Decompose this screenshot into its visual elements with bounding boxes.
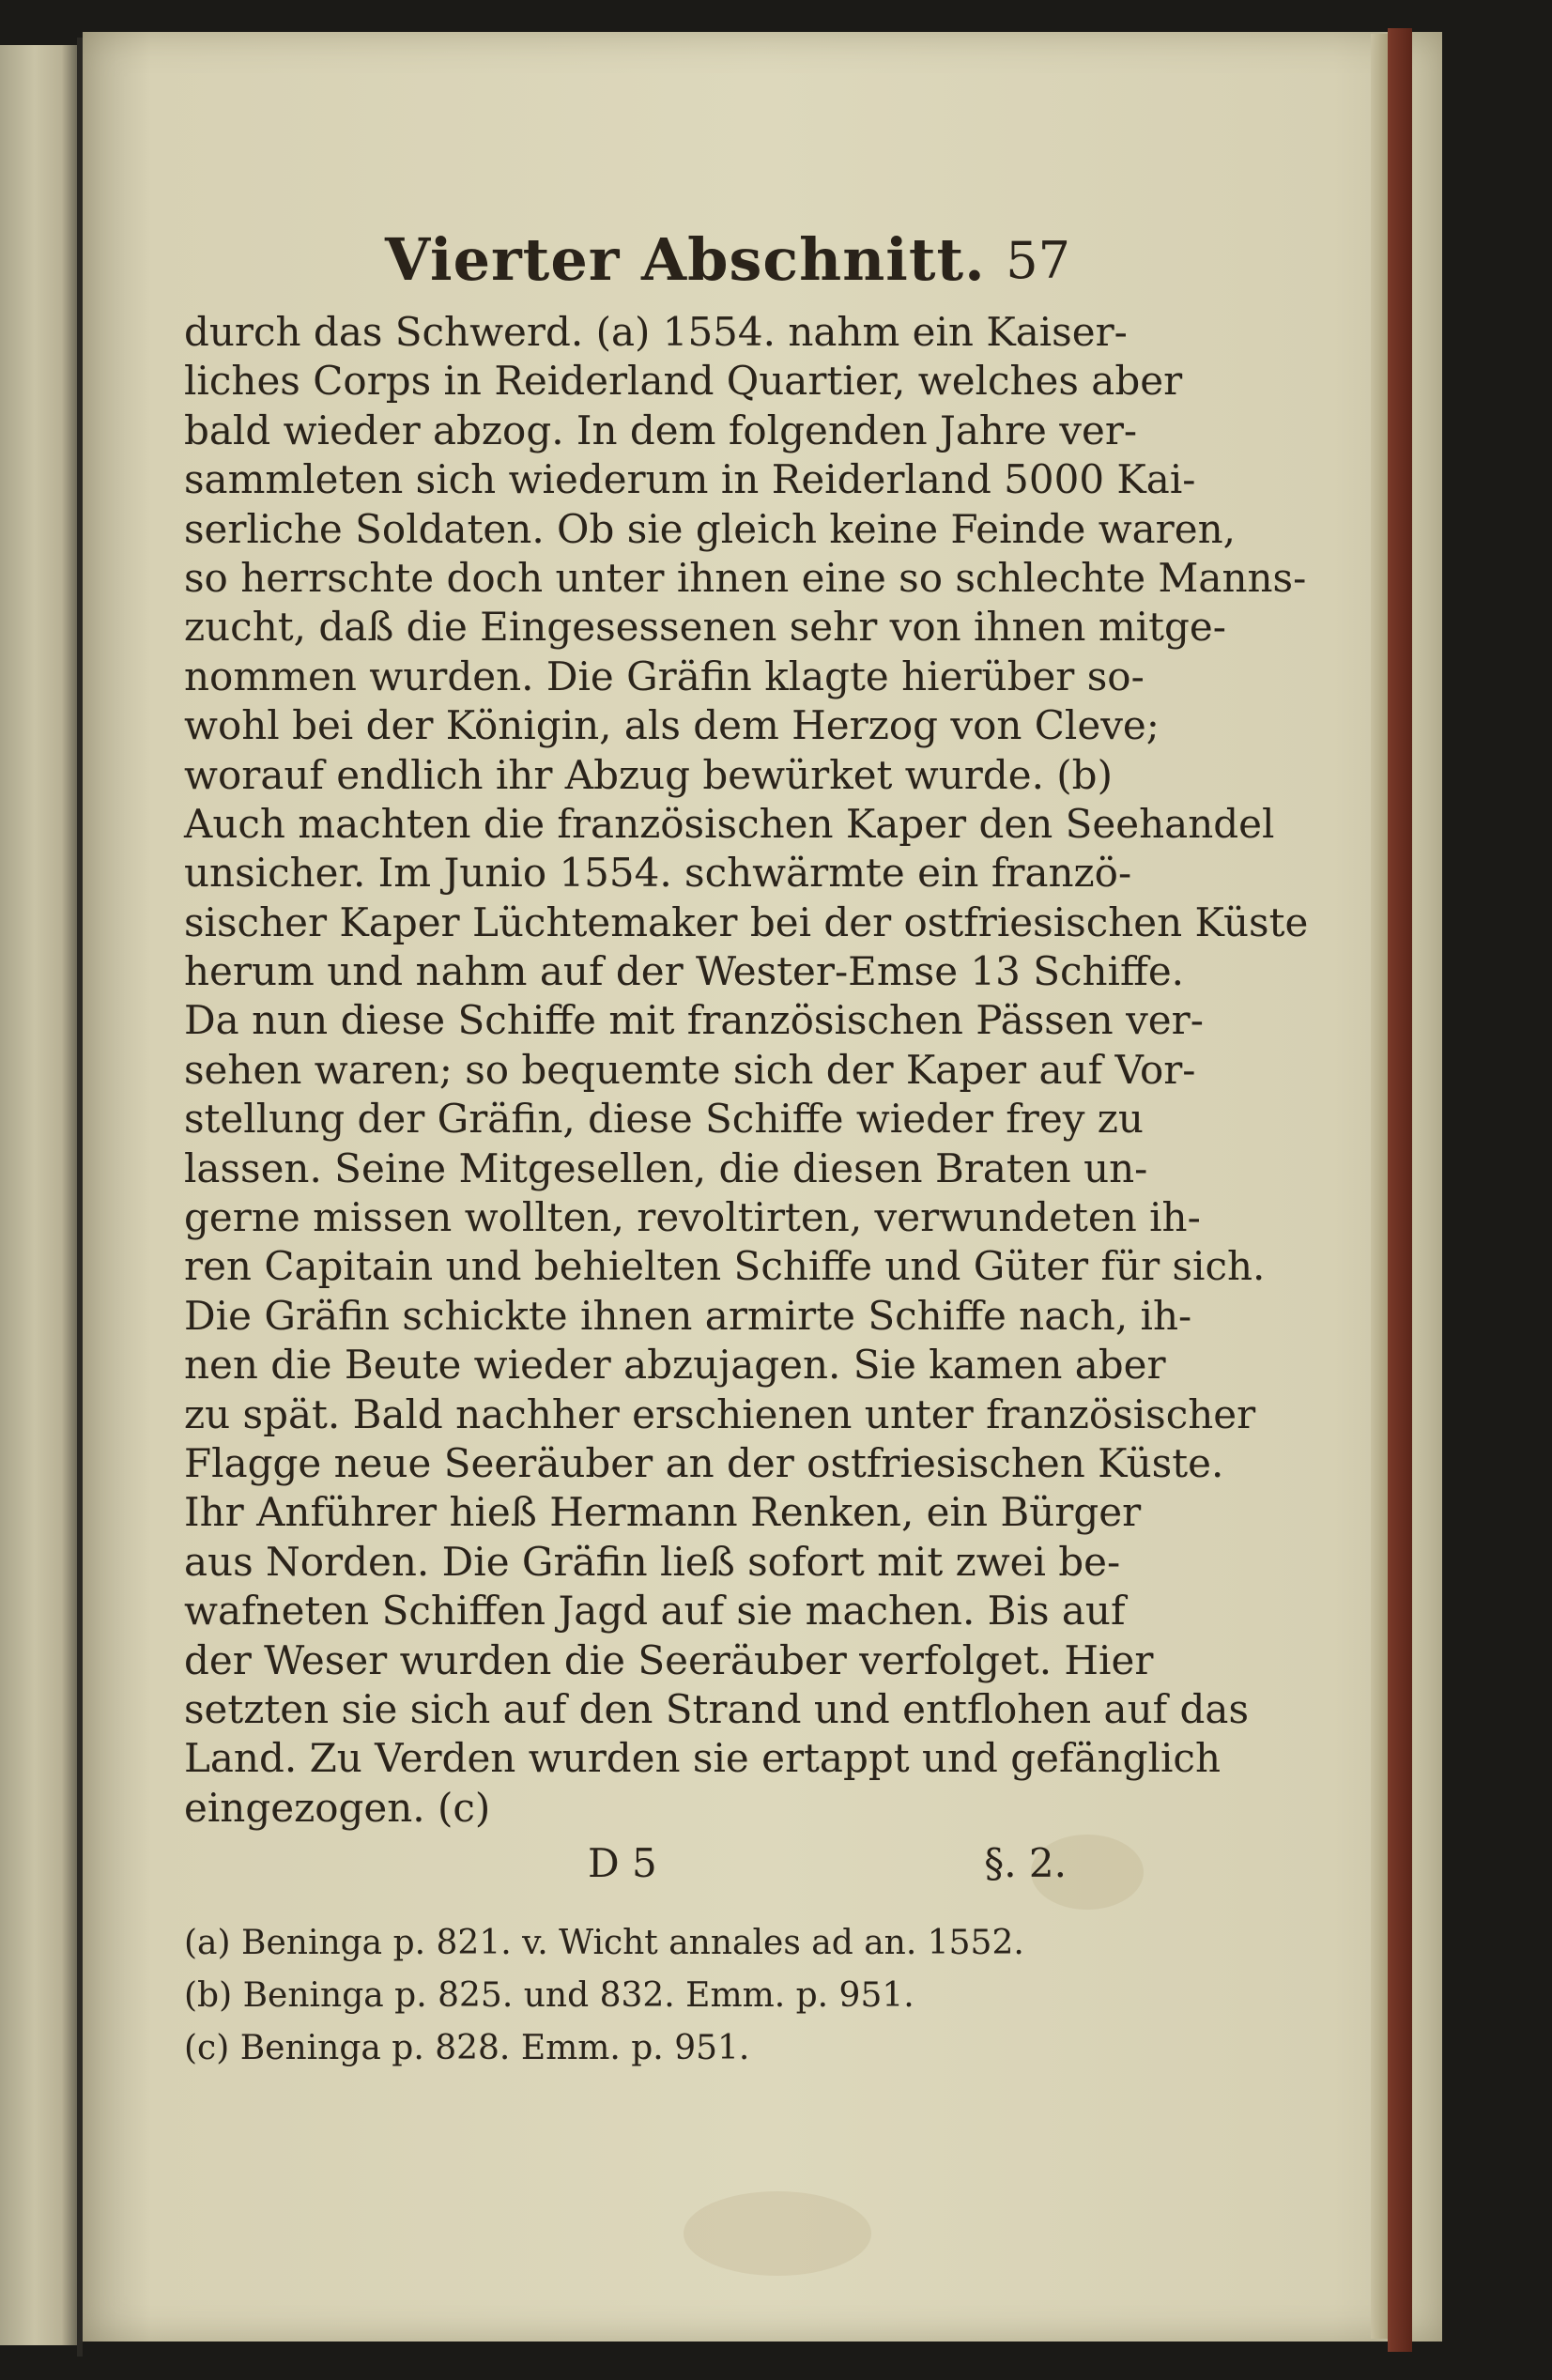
footnote: (a) Beninga p. 821. v. Wicht annales ad an. 1552.	[184, 1924, 1024, 1962]
footnotes	[184, 1917, 1067, 2075]
catchword: §. 2.	[984, 1840, 1067, 1886]
text-line: stellung der Gräfin, diese Schiffe wieder frey zu	[184, 1096, 1144, 1143]
book-cover-edge	[1388, 28, 1412, 2352]
left-page-margin	[0, 45, 77, 2345]
text-line: setzten sie sich auf den Strand und entflohen auf das	[184, 1685, 1250, 1732]
text-line: zu spät. Bald nachher erschienen unter französischer	[184, 1390, 1256, 1437]
text-line: aus Norden. Die Gräfin ließ sofort mit zwei be-	[184, 1538, 1121, 1585]
text-line: ren Capitain und behielten Schiffe und Güter für sich.	[184, 1243, 1266, 1290]
text-line: liches Corps in Reiderland Quartier, welches aber	[184, 358, 1183, 405]
text-line: herum und nahm auf der Wester-Emse 13 Schiffe.	[184, 948, 1185, 995]
page-number: 57	[1006, 231, 1070, 290]
text-line: Ihr Anführer hieß Hermann Renken, ein Bürger	[184, 1489, 1142, 1536]
text-line: durch das Schwerd. (a) 1554. nahm ein Kaiser-	[184, 309, 1128, 355]
text-line: eingezogen. (c)	[184, 1784, 491, 1831]
text-line: wohl bei der Königin, als dem Herzog von Cleve;	[184, 702, 1160, 749]
running-title: Vierter Abschnitt.	[385, 225, 986, 294]
text-line: lassen. Seine Mitgesellen, die diesen Braten un-	[184, 1144, 1148, 1191]
text-line: der Weser wurden die Seeräuber verfolget. Hier	[184, 1636, 1154, 1683]
signature-mark: D 5	[588, 1840, 657, 1886]
text-line: nommen wurden. Die Gräfin klagte hierüber so-	[184, 653, 1145, 699]
text-line: Da nun diese Schiffe mit französischen Pässen ver-	[184, 997, 1204, 1044]
text-line: unsicher. Im Junio 1554. schwärmte ein franzö-	[184, 850, 1132, 897]
text-line: Auch machten die französischen Kaper den Seehandel	[184, 800, 1275, 847]
signature-line	[184, 1840, 1067, 1896]
text-line: wafneten Schiffen Jagd auf sie machen. Bis auf	[184, 1588, 1126, 1635]
text-line: so herrschte doch unter ihnen eine so schlechte Manns-	[184, 554, 1307, 601]
text-line: sischer Kaper Lüchtemaker bei der ostfriesischen Küste	[184, 898, 1309, 945]
text-line: serliche Soldaten. Ob sie gleich keine Feinde waren,	[184, 505, 1237, 552]
page-edge	[1371, 34, 1388, 2339]
text-line: Die Gräfin schickte ihnen armirte Schiffe nach, ih-	[184, 1292, 1192, 1339]
body-text	[184, 308, 1309, 1833]
text-line: bald wieder abzog. In dem folgenden Jahre ver-	[184, 407, 1138, 453]
page-header	[385, 225, 1070, 300]
text-line: worauf endlich ihr Abzug bewürket wurde. (b)	[184, 751, 1113, 798]
text-line: sehen waren; so bequemte sich der Kaper auf Vor-	[184, 1046, 1196, 1093]
paper-stain	[684, 2191, 871, 2276]
text-line: sammleten sich wiederum in Reiderland 5000 Kai-	[184, 456, 1196, 503]
text-line: Flagge neue Seeräuber an der ostfriesischen Küste.	[184, 1439, 1224, 1486]
text-line: nen die Beute wieder abzujagen. Sie kamen aber	[184, 1342, 1166, 1389]
text-line: zucht, daß die Eingesessenen sehr von ihnen mitge-	[184, 604, 1226, 651]
footnote: (c) Beninga p. 828. Emm. p. 951.	[184, 2029, 750, 2067]
text-line: gerne missen wollten, revoltirten, verwundeten ih-	[184, 1194, 1201, 1241]
text-line: Land. Zu Verden wurden sie ertappt und gefänglich	[184, 1735, 1221, 1782]
footnote: (b) Beninga p. 825. und 832. Emm. p. 951.	[184, 1976, 914, 2015]
